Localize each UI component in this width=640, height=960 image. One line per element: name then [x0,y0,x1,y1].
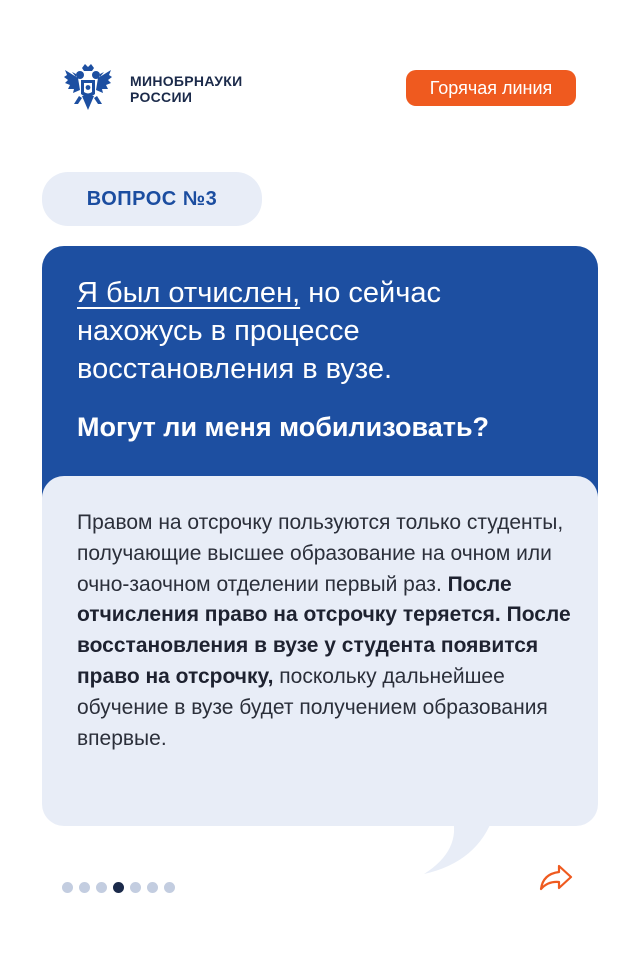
answer-text [77,508,577,754]
org-name-line1: МИНОБРНАУКИ [130,73,243,89]
question-line1-rest: но сейчас [300,277,441,309]
pagination-dot[interactable] [147,882,158,893]
pagination-dot[interactable] [130,882,141,893]
answer-bold: После отчисления право на отсрочку теряется. После восстановления в вузе у студента появится право на отсрочку, [77,572,571,688]
pagination-dots [62,882,175,894]
question-line3: восстановления в вузе. [77,353,393,385]
question-bold-text: Могут ли меня мобилизовать? [77,412,490,442]
pagination-dot[interactable] [62,882,73,893]
question-text [77,274,577,388]
share-arrow-icon[interactable] [538,862,574,894]
question-number-badge: ВОПРОС №3 [42,172,262,226]
question-line2: нахожусь в процессе [77,315,360,347]
pagination-dot[interactable] [79,882,90,893]
answer-part1: Правом на отсрочку пользуются только студенты, получающие высшее образование на очном или очно-заочном отделении первый раз. [77,511,564,596]
answer-part2: поскольку дальнейшее обучение в вузе будет получением образования впервые. [77,664,548,750]
org-name [130,73,242,105]
pagination-dot[interactable] [164,882,175,893]
hotline-button[interactable]: Горячая линия [406,70,576,106]
answer-card [42,476,598,826]
question-underlined-text: Я был отчислен, [77,277,301,309]
org-name-line2: РОССИИ [130,89,193,105]
pagination-dot-active[interactable] [113,882,124,893]
eagle-emblem-icon [62,62,114,114]
pagination-dot[interactable] [96,882,107,893]
